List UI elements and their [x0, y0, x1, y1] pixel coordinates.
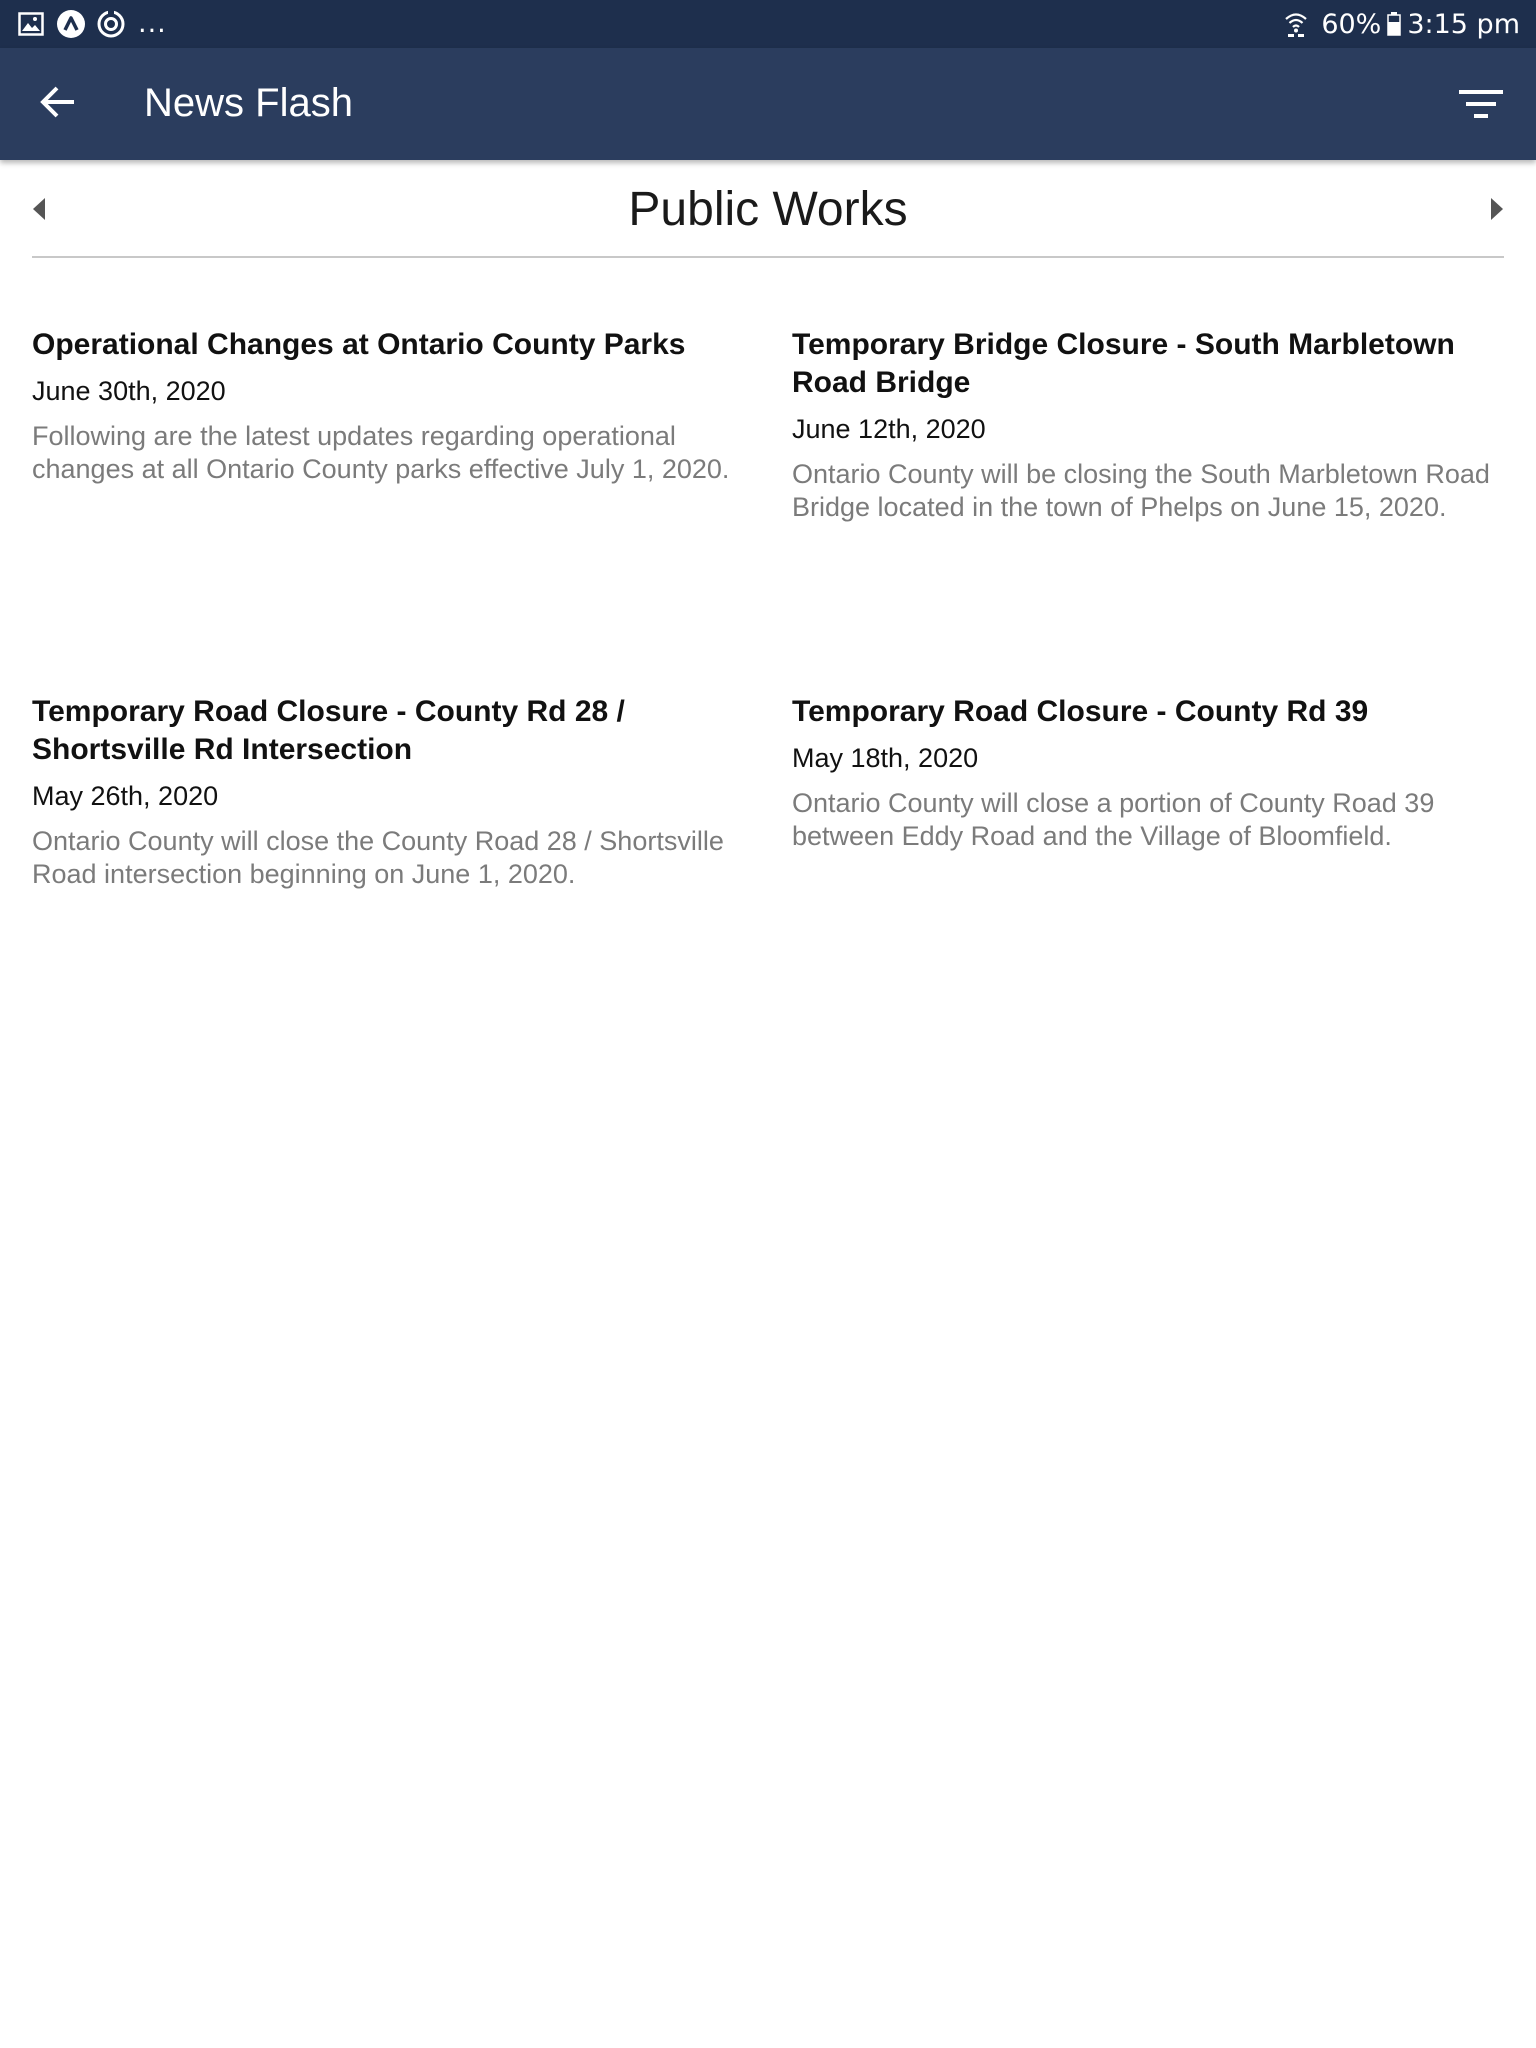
clock: 3:15 pm — [1407, 8, 1520, 40]
news-description: Ontario County will be closing the South Marbletown Road Bridge located in the town of Phelps on June 15, 2020. — [792, 459, 1490, 522]
page-title: News Flash — [144, 81, 353, 125]
battery-icon — [1387, 12, 1401, 36]
image-icon — [16, 9, 46, 39]
news-title[interactable]: Temporary Road Closure - County Rd 39 — [792, 695, 1369, 728]
app-bar — [0, 48, 1536, 160]
next-category-button[interactable] — [1484, 196, 1504, 226]
news-date: June 30th, 2020 — [32, 376, 226, 406]
news-item[interactable] — [792, 693, 1492, 853]
sync-icon — [96, 9, 126, 39]
news-date: June 12th, 2020 — [792, 414, 986, 444]
news-item[interactable] — [32, 693, 732, 891]
news-title[interactable]: Operational Changes at Ontario County Parks — [32, 328, 686, 361]
news-date: May 26th, 2020 — [32, 781, 219, 811]
wifi-icon — [1281, 9, 1311, 39]
news-title[interactable]: Temporary Road Closure - County Rd 28 / Shortsville Rd Intersection — [32, 695, 625, 766]
news-description: Following are the latest updates regarding operational changes at all Ontario County parks effective July 1, 2020. — [32, 421, 730, 484]
back-button[interactable] — [36, 82, 80, 126]
news-description: Ontario County will close a portion of County Road 39 between Eddy Road and the Village of Bloomfield. — [792, 788, 1435, 851]
news-item[interactable] — [792, 326, 1492, 524]
news-description: Ontario County will close the County Road 28 / Shortsville Road intersection beginning on June 1, 2020. — [32, 826, 724, 889]
filter-button[interactable] — [1454, 84, 1508, 128]
status-right — [1281, 9, 1520, 40]
triangle-right-icon — [1490, 197, 1504, 226]
more-notifications: ... — [138, 8, 167, 39]
battery-percent: 60% — [1321, 8, 1382, 40]
filter-icon — [1458, 88, 1504, 125]
news-title[interactable]: Temporary Bridge Closure - South Marbletown Road Bridge — [792, 328, 1455, 399]
status-left — [16, 9, 167, 39]
arrow-left-icon — [40, 86, 76, 123]
category-header — [32, 160, 1504, 258]
news-date: May 18th, 2020 — [792, 743, 979, 773]
category-title: Public Works — [628, 183, 908, 236]
news-item[interactable] — [32, 326, 732, 486]
app-a-icon — [56, 9, 86, 39]
status-bar — [0, 0, 1536, 48]
